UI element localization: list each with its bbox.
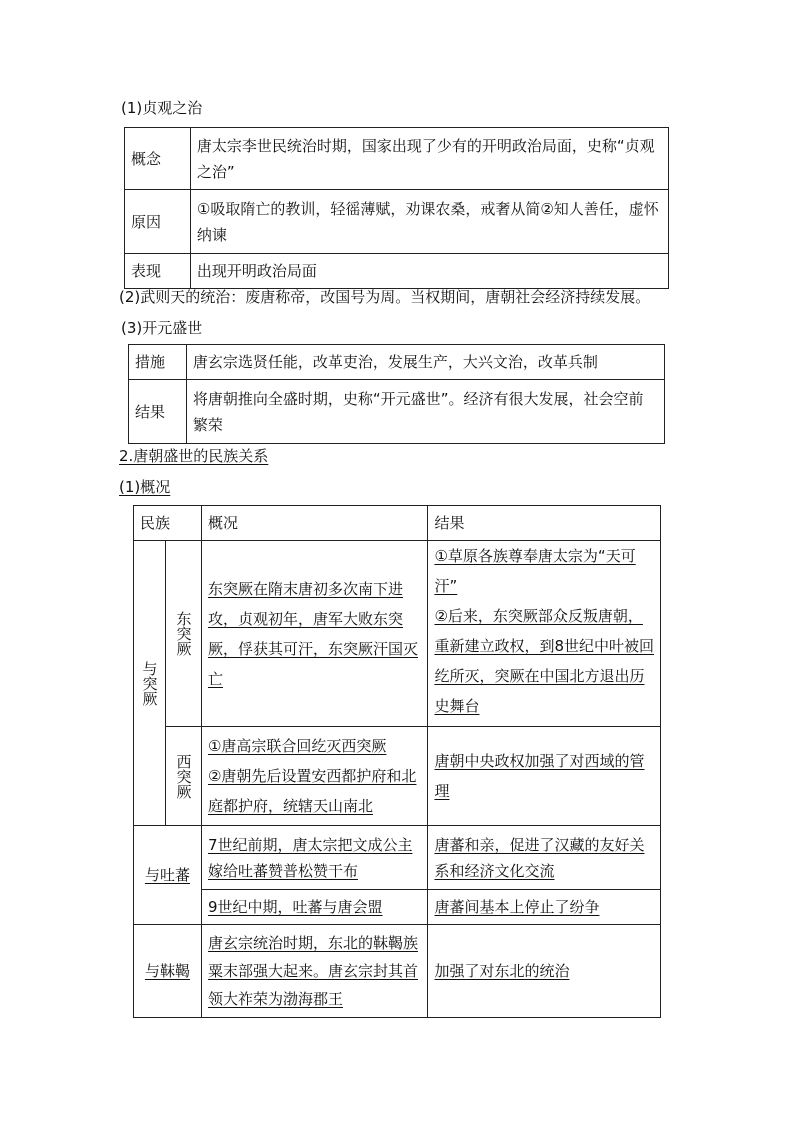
west-overview-1: ①唐高宗联合回纥灭西突厥 bbox=[207, 737, 387, 755]
table-row bbox=[134, 727, 661, 826]
west-overview-2: ②唐朝先后设置安西都护府和北庭都护府，统辖天山南北 bbox=[207, 767, 417, 815]
tubo-overview-2: 9世纪中期，吐蕃与唐会盟 bbox=[201, 890, 428, 925]
tubo-overview-1: 7世纪前期，唐太宗把文成公主嫁给吐蕃赞普松赞干布 bbox=[201, 826, 428, 890]
heading-kaiyuan: (3)开元盛世 bbox=[121, 319, 203, 337]
table-row bbox=[134, 925, 661, 1018]
minzu-table bbox=[133, 505, 661, 1018]
tubo-result-1: 唐蕃和亲，促进了汉藏的友好关系和经济文化交流 bbox=[428, 826, 661, 890]
table-row bbox=[134, 890, 661, 925]
group-tubo: 与吐蕃 bbox=[134, 826, 202, 925]
heading-minzu: 2.唐朝盛世的民族关系 bbox=[119, 447, 269, 465]
group-mohe: 与靺鞨 bbox=[134, 925, 202, 1018]
row-label: 措施 bbox=[129, 345, 187, 380]
east-overview: 东突厥在隋末唐初多次南下进攻，贞观初年，唐军大败东突厥，俘获其可汗，东突厥汗国灭亡 bbox=[201, 541, 428, 727]
table-header-row bbox=[134, 506, 661, 541]
subheading-gaikuang: (1)概况 bbox=[119, 478, 171, 496]
table-row bbox=[125, 254, 669, 289]
east-result bbox=[428, 541, 661, 727]
group-tujue: 与突厥 bbox=[134, 541, 166, 826]
table-row bbox=[134, 541, 661, 727]
row-content: 唐玄宗选贤任能，改革吏治，发展生产，大兴文治，改革兵制 bbox=[186, 345, 664, 380]
row-label: 概念 bbox=[125, 128, 191, 190]
mohe-overview: 唐玄宗统治时期，东北的靺鞨族粟末部强大起来。唐玄宗封其首领大祚荣为渤海郡王 bbox=[201, 925, 428, 1018]
row-content: 出现开明政治局面 bbox=[190, 254, 668, 289]
row-label: 原因 bbox=[125, 190, 191, 254]
table-row bbox=[125, 190, 669, 254]
kaiyuan-table bbox=[128, 344, 665, 444]
row-content: ①吸取隋亡的教训，轻徭薄赋，劝课农桑，戒奢从简②知人善任，虚怀纳谏 bbox=[190, 190, 668, 254]
tubo-result-2: 唐蕃间基本上停止了纷争 bbox=[428, 890, 661, 925]
row-content: 将唐朝推向全盛时期，史称“开元盛世”。经济有很大发展，社会空前繁荣 bbox=[186, 380, 664, 444]
table-row bbox=[134, 826, 661, 890]
row-content: 唐太宗李世民统治时期，国家出现了少有的开明政治局面，史称“贞观之治” bbox=[190, 128, 668, 190]
west-tujue-name: 西突厥 bbox=[165, 727, 201, 826]
row-label: 结果 bbox=[129, 380, 187, 444]
header-gaikuang: 概况 bbox=[201, 506, 428, 541]
west-overview bbox=[201, 727, 428, 826]
wuzetian-text: (2)武则天的统治：废唐称帝，改国号为周。当权期间，唐朝社会经济持续发展。 bbox=[119, 288, 651, 306]
table-row bbox=[129, 345, 665, 380]
west-result: 唐朝中央政权加强了对西域的管理 bbox=[428, 727, 661, 826]
table-row bbox=[125, 128, 669, 190]
heading-zhenguan: (1)贞观之治 bbox=[121, 99, 203, 117]
mohe-result: 加强了对东北的统治 bbox=[428, 925, 661, 1018]
east-result-1: ①草原各族尊奉唐太宗为“天可汗” bbox=[434, 547, 636, 595]
east-result-2: ②后来，东突厥部众反叛唐朝，重新建立政权，到8世纪中叶被回纥所灭，突厥在中国北方退出历史舞台 bbox=[434, 607, 655, 715]
east-tujue-name: 东突厥 bbox=[165, 541, 201, 727]
table-row bbox=[129, 380, 665, 444]
header-minzu: 民族 bbox=[134, 506, 202, 541]
zhenguan-table bbox=[124, 127, 669, 289]
header-jieguo: 结果 bbox=[428, 506, 661, 541]
row-label: 表现 bbox=[125, 254, 191, 289]
